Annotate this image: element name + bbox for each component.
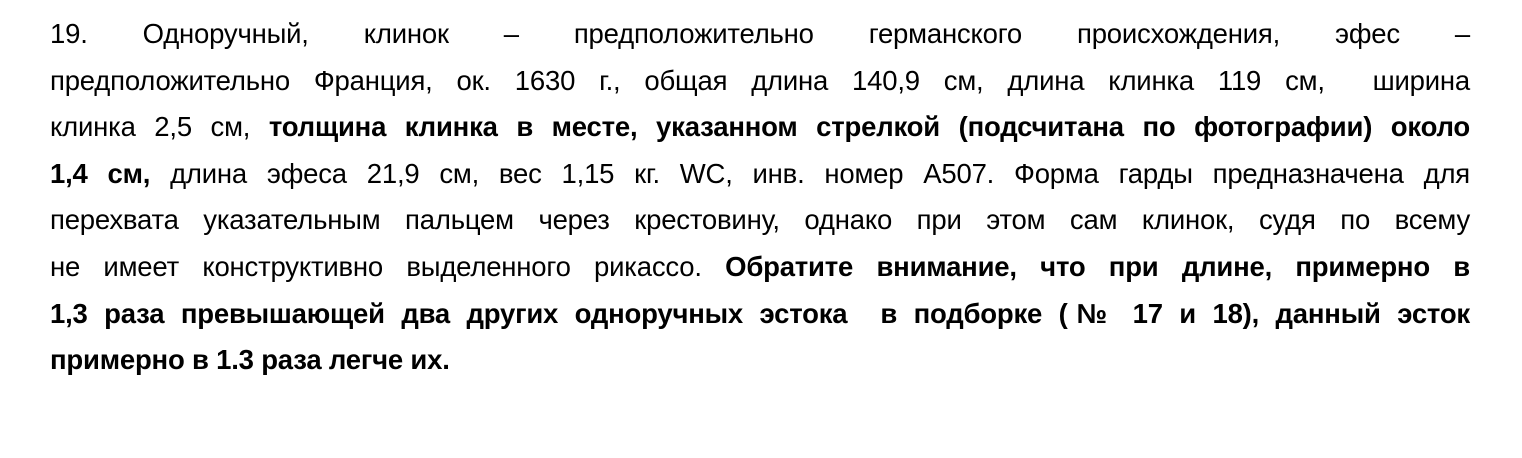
bold-text-run: Обратите внимание, что при длине, примерно в [725, 250, 1470, 282]
paragraph-line [50, 291, 1470, 338]
paragraph-line [50, 197, 1470, 244]
text-run: не имеет конструктивно выделенного рикассо. [50, 250, 726, 282]
bold-text-run: 1,4 см, [50, 157, 151, 189]
text-run: предположительно Франция, ок. 1630 г., общая длина 140,9 см, длина клинка 119 см, ширина [50, 64, 1470, 96]
text-run: клинка 2,5 см, [50, 111, 269, 143]
text-run: длина эфеса 21,9 см, вес 1,15 кг. WC, инв. номер A507. Форма гарды предназначена для [150, 157, 1470, 189]
bold-text-run: 1,3 раза превышающей два других одноручных эстока в подборке (№ 17 и 18), данный эсток [50, 297, 1470, 329]
paragraph-line [50, 11, 1470, 58]
paragraph-line [50, 337, 1470, 384]
paragraph-line [50, 244, 1470, 291]
paragraph [50, 11, 1470, 384]
bold-text-run: толщина клинка в месте, указанном стрелкой (подсчитана по фотографии) около [268, 111, 1471, 143]
bold-text-run: примерно в 1.3 раза легче их. [50, 344, 450, 376]
text-run: 19. Одноручный, клинок – предположительно германского происхождения, эфес – [50, 18, 1470, 49]
paragraph-line [50, 151, 1470, 198]
paragraph-line [50, 58, 1470, 105]
paragraph-line [50, 104, 1470, 151]
text-run: перехвата указательным пальцем через крестовину, однако при этом сам клинок, судя по всему [50, 204, 1470, 236]
